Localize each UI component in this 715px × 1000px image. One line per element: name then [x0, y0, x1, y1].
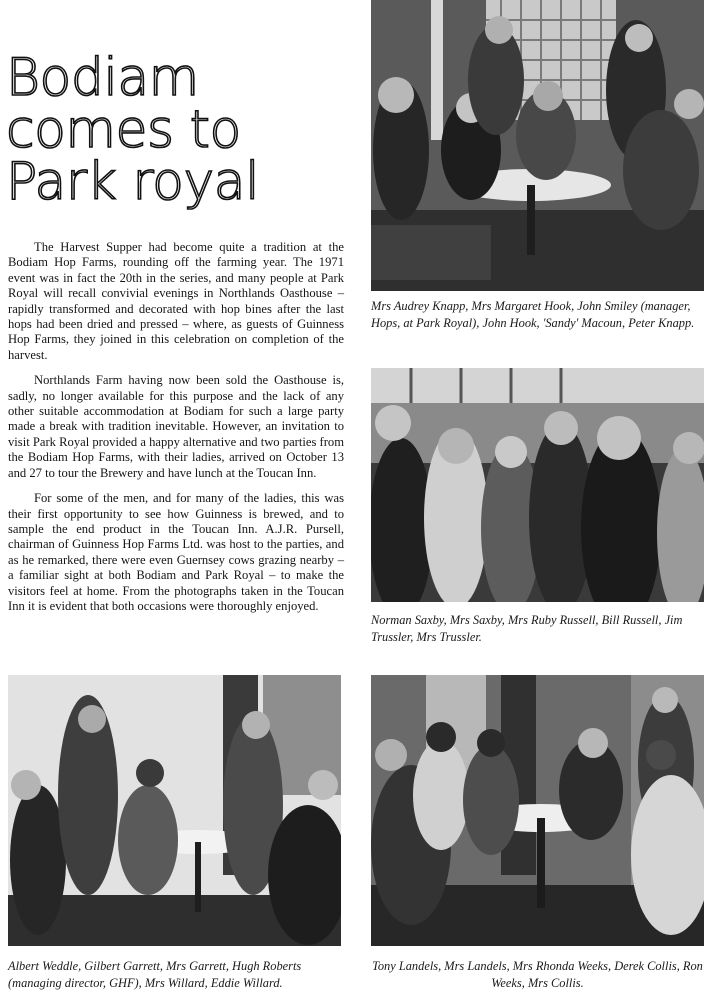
paragraph-1: The Harvest Supper had become quite a tradition at the Bodiam Hop Farms, rounding off the farming year. The 1971 event was in fact the 20th in the series, and many people at Park Royal will recall convivial evenings in Northlands Oasthouse – rapidly transformed and decorated with hop bines after the last hops had been dried and pressed – where, as guests of Guinness Hop Farms, they joined in this celebration on completion of the harvest. [8, 240, 344, 362]
photo-group-1 [371, 0, 704, 291]
photo-group-1-image [371, 0, 704, 291]
headline-line-3: Park royal [6, 152, 260, 212]
photo-group-2 [371, 368, 704, 602]
photo-group-2-caption: Norman Saxby, Mrs Saxby, Mrs Ruby Russell, Bill Russell, Jim Trussler, Mrs Trussler. [371, 613, 683, 644]
photo-group-4-image [371, 675, 704, 946]
photo-group-3 [8, 675, 341, 946]
photo-group-4 [371, 675, 704, 946]
headline-line-1: Bodiam [6, 48, 199, 108]
photo-group-4-caption: Tony Landels, Mrs Landels, Mrs Rhonda Weeks, Derek Collis, Ron Weeks, Mrs Collis. [372, 959, 703, 990]
article-headline [6, 48, 358, 212]
article-body [8, 240, 344, 624]
headline-line-2: comes to [6, 100, 241, 160]
paragraph-2: Northlands Farm having now been sold the Oasthouse is, sadly, no longer available for this purpose and the lack of any other suitable accommodation at Bodiam for such a large party made a break with tradition inevitable. However, an invitation to visit Park Royal provided a happy alternative and two parties from the Bodiam Hop Farms, with their ladies, arrived on October 13 and 27 to tour the Brewery and have lunch at the Toucan Inn. [8, 373, 344, 480]
photo-group-1-caption: Mrs Audrey Knapp, Mrs Margaret Hook, John Smiley (manager, Hops, at Park Royal), John Hook, 'Sandy' Macoun, Peter Knapp. [371, 299, 695, 330]
photo-group-3-image [8, 675, 341, 946]
photo-group-2-image [371, 368, 704, 602]
photo-group-3-caption: Albert Weddle, Gilbert Garrett, Mrs Garrett, Hugh Roberts (managing director, GHF), Mrs Willard, Eddie Willard. [8, 959, 302, 990]
paragraph-3: For some of the men, and for many of the ladies, this was their first opportunity to see how Guinness is brewed, and to sample the end product in the Toucan Inn. A.J.R. Pursell, chairman of Guinness Hop Farms Ltd. was host to the parties, and as he remarked, there were even Guernsey cows grazing nearby – a familiar sight at both Bodiam and Park Royal – to make the visitors feel at home. From the photographs taken in the Toucan Inn it is evident that both occasions were thoroughly enjoyed. [8, 491, 344, 613]
